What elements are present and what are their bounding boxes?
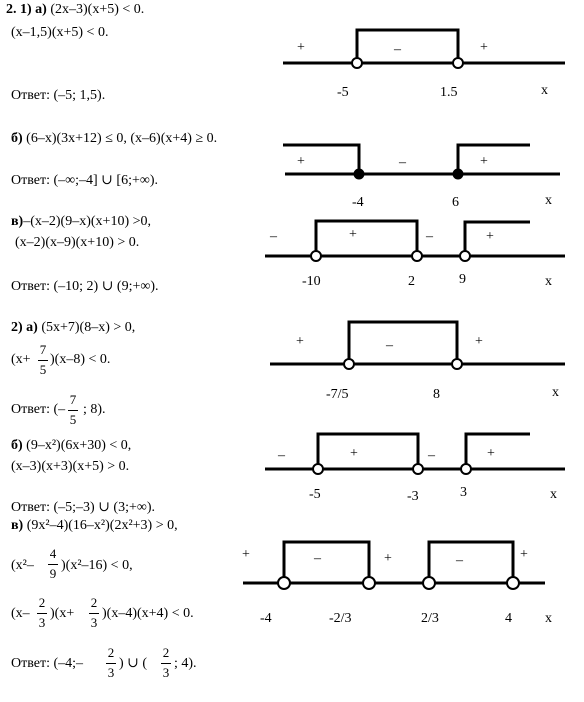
problem-2-answer: Ответ: (–∞;–4] ∪ [6;+∞).	[11, 173, 158, 188]
problem-1-inequality: (2x–3)(x+5) < 0.	[50, 2, 145, 17]
problem-6-text	[11, 518, 178, 534]
problem-3-text	[11, 214, 151, 230]
problem-6-head: в)	[11, 518, 24, 533]
fraction-bar	[68, 410, 78, 411]
nl6-label-3: 2/3	[421, 611, 439, 626]
problem-6-answer-left: Ответ: (–4;–	[11, 656, 84, 671]
problem-6-answer-right: ; 4).	[174, 656, 197, 671]
nl2-axis-x: x	[545, 193, 552, 208]
nl1-label-1: -5	[337, 85, 349, 100]
nl6-axis-x: x	[545, 611, 552, 626]
nl4-label-2: 8	[433, 387, 440, 402]
problem-6-answer-denominator-1: 3	[107, 665, 115, 680]
nl4-sign-3: +	[475, 334, 483, 349]
nl5-sign-1: –	[278, 448, 285, 463]
number-line-1	[283, 30, 565, 68]
nl2-label-2: 6	[452, 195, 459, 210]
problem-6-ineq3-left: (x–	[11, 606, 30, 621]
nl4-sign-2: –	[386, 338, 393, 353]
nl2-sign-2: –	[399, 155, 406, 170]
problem-1-inequality-2: (x–1,5)(x+5) < 0.	[11, 25, 109, 40]
fraction-bar	[161, 663, 171, 664]
problem-4-inequality: (5x+7)(8–x) > 0,	[41, 320, 136, 335]
nl6-label-4: 4	[505, 611, 512, 626]
nl2-label-1: -4	[352, 195, 364, 210]
nl6-label-1: -4	[260, 611, 272, 626]
problem-5-head: б)	[11, 438, 23, 453]
problem-6-ineq2-right: )(x²–16) < 0,	[61, 558, 133, 573]
problem-3-inequality-2: (x–2)(x–9)(x+10) > 0.	[15, 235, 140, 250]
problem-1-head: 2. 1) а)	[6, 2, 47, 17]
nl1-sign-3: +	[480, 40, 488, 55]
problem-3-answer: Ответ: (–10; 2) ∪ (9;+∞).	[11, 279, 159, 294]
nl6-sign-4: –	[456, 553, 463, 568]
nl1-label-2: 1.5	[440, 85, 458, 100]
problem-6-answer-denominator-2: 3	[162, 665, 170, 680]
nl3-sign-4: +	[486, 229, 494, 244]
number-line-3	[265, 221, 565, 261]
closed-point	[354, 169, 364, 179]
problem-4-answer-numerator: 7	[69, 392, 77, 407]
problem-5-inequality: (9–x²)(6x+30) < 0,	[26, 438, 132, 453]
problem-5-text	[11, 438, 131, 454]
nl3-axis-x: x	[545, 274, 552, 289]
nl6-label-2: -2/3	[329, 611, 352, 626]
number-line-4	[270, 322, 565, 369]
nl3-sign-3: –	[426, 229, 433, 244]
nl3-sign-1: –	[270, 229, 277, 244]
problem-3-head: в)	[11, 214, 24, 229]
problem-4-ineq2-denominator: 5	[39, 362, 47, 377]
nl6-sign-5: +	[520, 547, 528, 562]
problem-2-text	[11, 131, 217, 147]
nl5-sign-3: –	[428, 448, 435, 463]
problem-4-ineq2-left: (x+	[11, 352, 31, 367]
number-line-5	[265, 434, 565, 474]
fraction-bar	[48, 564, 58, 565]
problem-6-answer-middle: ) ∪ (	[119, 656, 148, 671]
problem-4-head: 2) а)	[11, 320, 38, 335]
nl5-label-3: 3	[460, 485, 467, 500]
nl4-sign-1: +	[296, 334, 304, 349]
nl5-sign-2: +	[350, 446, 358, 461]
problem-6-ineq3-middle: )(x+	[50, 606, 75, 621]
problem-4-text	[11, 320, 135, 336]
nl5-label-2: -3	[407, 489, 419, 504]
problem-6-ineq3-denominator-2: 3	[90, 615, 98, 630]
fraction-bar	[89, 613, 99, 614]
nl6-sign-2: –	[314, 551, 321, 566]
problem-4-answer-right: ; 8).	[83, 402, 106, 417]
nl3-label-2: 2	[408, 274, 415, 289]
open-point	[453, 58, 463, 68]
problem-2-head: б)	[11, 131, 23, 146]
problem-6-ineq3-denominator-1: 3	[38, 615, 46, 630]
number-line-2	[283, 145, 560, 179]
number-line-6	[243, 542, 545, 589]
problem-6-ineq3-right: )(x–4)(x+4) < 0.	[102, 606, 194, 621]
nl4-label-1: -7/5	[326, 387, 349, 402]
problem-6-answer-numerator-1: 2	[107, 645, 115, 660]
nl1-axis-x: x	[541, 83, 548, 98]
nl4-axis-x: x	[552, 385, 559, 400]
problem-2-inequality: (6–x)(3x+12) ≤ 0, (x–6)(x+4) ≥ 0.	[26, 131, 218, 146]
problem-6-ineq2-numerator: 4	[49, 546, 57, 561]
problem-6-ineq3-numerator-2: 2	[90, 595, 98, 610]
problem-6-ineq3-numerator-1: 2	[38, 595, 46, 610]
fraction-bar	[38, 360, 48, 361]
closed-point	[453, 169, 463, 179]
open-point	[352, 58, 362, 68]
problem-4-ineq2-right: )(x–8) < 0.	[50, 352, 111, 367]
problem-4-ineq2-numerator: 7	[39, 342, 47, 357]
nl6-sign-1: +	[242, 547, 250, 562]
fraction-bar	[37, 613, 47, 614]
problem-6-inequality: (9x²–4)(16–x²)(2x²+3) > 0,	[26, 518, 178, 533]
problem-5-inequality-2: (x–3)(x+3)(x+5) > 0.	[11, 459, 130, 474]
nl3-label-1: -10	[302, 274, 321, 289]
nl2-sign-3: +	[480, 154, 488, 169]
problem-1-answer: Ответ: (–5; 1,5).	[11, 88, 106, 103]
nl6-sign-3: +	[384, 551, 392, 566]
problem-4-answer-denominator: 5	[69, 412, 77, 427]
problem-4-answer-left: Ответ: (–	[11, 402, 66, 417]
problem-6-ineq2-left: (x²–	[11, 558, 34, 573]
problem-6-answer-numerator-2: 2	[162, 645, 170, 660]
problem-3-inequality: –(x–2)(9–x)(x+10) >0,	[23, 214, 151, 229]
fraction-bar	[106, 663, 116, 664]
nl3-label-3: 9	[459, 272, 466, 287]
nl5-label-1: -5	[309, 487, 321, 502]
nl5-sign-4: +	[487, 446, 495, 461]
nl2-sign-1: +	[297, 154, 305, 169]
nl1-sign-1: +	[297, 40, 305, 55]
problem-5-answer: Ответ: (–5;–3) ∪ (3;+∞).	[11, 500, 156, 515]
nl3-sign-2: +	[349, 227, 357, 242]
nl1-sign-2: –	[394, 42, 401, 57]
problem-6-ineq2-denominator: 9	[49, 566, 57, 581]
nl5-axis-x: x	[550, 487, 557, 502]
